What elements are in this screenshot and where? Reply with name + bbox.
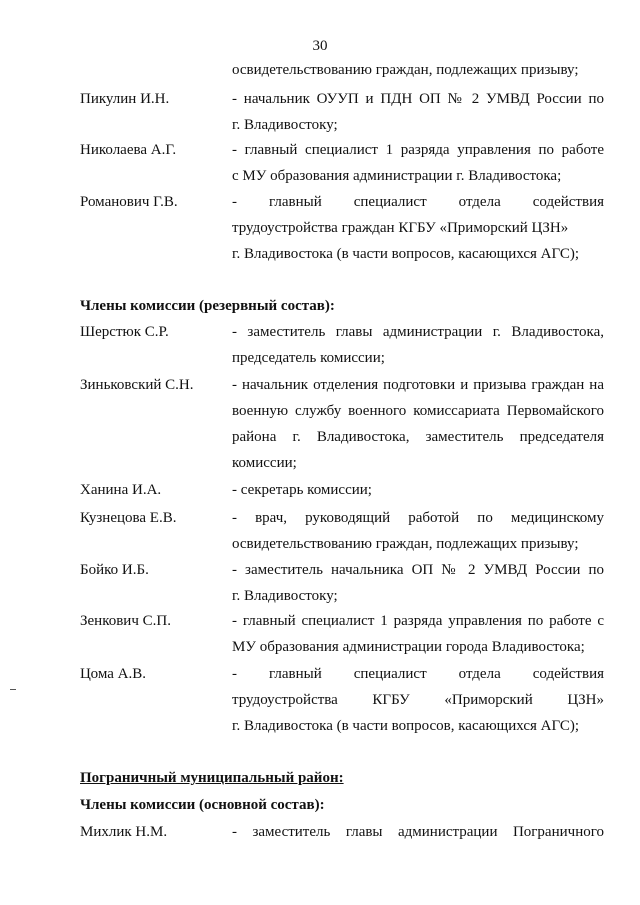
description-line: с МУ образования администрации г. Владивостока; [232,168,562,184]
member-description [232,192,604,270]
member-name: Кузнецова Е.В. [80,510,177,526]
description-line: г. Владивостоку; [232,117,338,133]
page-number: 30 [312,38,328,54]
description-line: комиссии; [232,455,297,471]
member-description [232,322,604,374]
description-line: военную службу военного комиссариата Первомайского [232,403,604,419]
description-line: - секретарь комиссии; [232,482,372,498]
description-line: - главный специалист 1 разряда управления по работе с [232,613,604,629]
member-name: Пикулин И.Н. [80,91,170,107]
member-name: Цома А.В. [80,666,146,682]
description-line: - главный специалист 1 разряда управления по работе [232,142,604,158]
description-line: трудоустройства граждан КГБУ «Приморский ЦЗН» [232,220,569,236]
section-heading-main: Члены комиссии (основной состав): [80,797,325,813]
description-line: - заместитель главы администрации г. Владивостока, [232,324,604,340]
description-line: г. Владивостока (в части вопросов, касающихся АГС); [232,246,580,262]
description-line: трудоустройства КГБУ «Приморский ЦЗН» [232,692,604,708]
member-name: Михлик Н.М. [80,824,168,840]
member-description [232,89,604,141]
member-name: Зиньковский С.Н. [80,377,194,393]
member-name: Николаева А.Г. [80,142,177,158]
margin-mark [10,689,16,690]
continuation-line: освидетельствованию граждан, подлежащих призыву; [232,62,579,78]
member-name: Романович Г.В. [80,194,178,210]
member-name: Шерстюк С.Р. [80,324,169,340]
member-description [232,664,604,742]
description-line: г. Владивостока (в части вопросов, касающихся АГС); [232,718,580,734]
description-line: - начальник ОУУП и ПДН ОП № 2 УМВД России по [232,91,604,107]
description-line: - начальник отделения подготовки и призыва граждан на [232,377,604,393]
description-line: - заместитель начальника ОП № 2 УМВД России по [232,562,604,578]
member-description [232,611,604,663]
description-line: - врач, руководящий работой по медицинскому [232,510,604,526]
member-description [232,140,604,192]
member-description [232,822,604,848]
description-line: освидетельствованию граждан, подлежащих призыву; [232,536,579,552]
member-description [232,375,604,479]
description-line: председатель комиссии; [232,350,385,366]
member-name: Зенкович С.П. [80,613,171,629]
description-line: г. Владивостоку; [232,588,338,604]
member-description [232,560,604,612]
member-name: Бойко И.Б. [80,562,149,578]
description-line: - заместитель главы администрации Пограничного [232,824,604,840]
section-heading-reserve: Члены комиссии (резервный состав): [80,298,335,314]
section-heading-district: Пограничный муниципальный район: [80,770,344,786]
description-line: - главный специалист отдела содействия [232,194,604,210]
description-line: - главный специалист отдела содействия [232,666,604,682]
member-name: Ханина И.А. [80,482,162,498]
member-description [232,480,604,506]
member-description [232,508,604,560]
description-line: района г. Владивостока, заместитель председателя [232,429,604,445]
description-line: МУ образования администрации города Владивостока; [232,639,585,655]
